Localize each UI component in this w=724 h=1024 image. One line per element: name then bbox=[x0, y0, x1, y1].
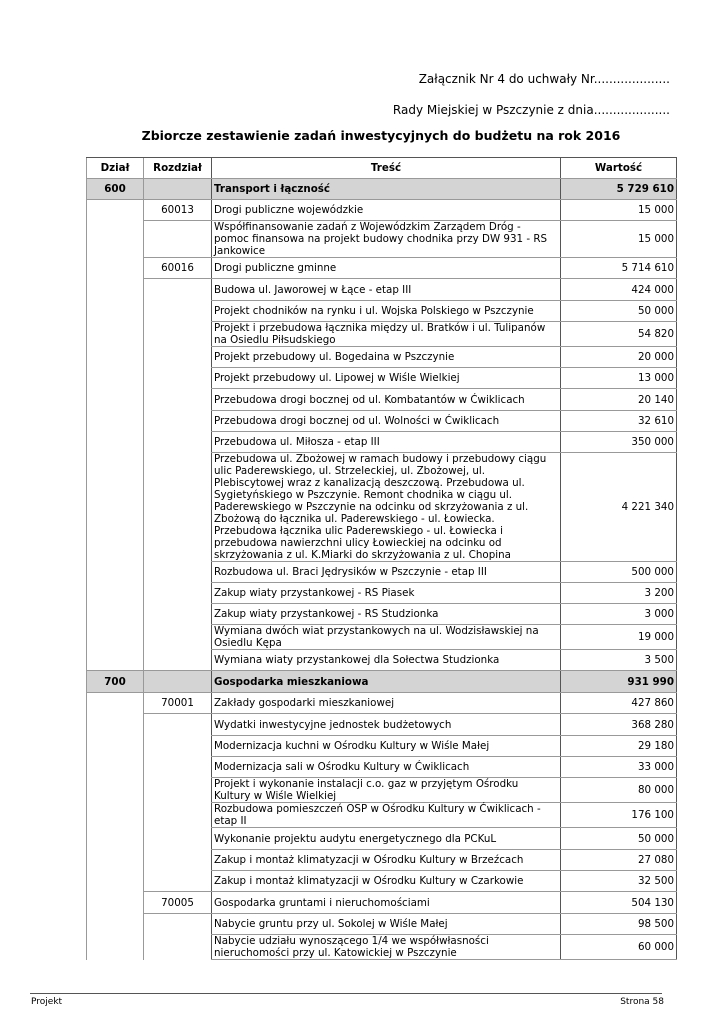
tresc-cell: Modernizacja kuchni w Ośrodku Kultury w Wiśle Małej bbox=[212, 736, 561, 757]
tresc-cell: Współfinansowanie zadań z Wojewódzkim Zarządem Dróg - pomoc finansowa na projekt budowy chodnika przy DW 931 - RS Jankowice bbox=[212, 221, 561, 258]
tresc-cell: Nabycie udziału wynoszącego 1/4 we współwłasności nieruchomości przy ul. Katowickiej w Pszczynie bbox=[212, 935, 561, 960]
wartosc-cell: 20 000 bbox=[561, 347, 677, 368]
wartosc-cell: 80 000 bbox=[561, 778, 677, 803]
rozdzial-cell bbox=[144, 347, 212, 368]
dzial-cell bbox=[87, 583, 144, 604]
rozdzial-cell bbox=[144, 736, 212, 757]
tresc-cell: Drogi publiczne wojewódzkie bbox=[212, 200, 561, 221]
tresc-cell: Przebudowa drogi bocznej od ul. Kombatantów w Ćwiklicach bbox=[212, 389, 561, 411]
dzial-cell bbox=[87, 604, 144, 625]
wartosc-cell: 13 000 bbox=[561, 368, 677, 389]
tresc-cell: Zakup i montaż klimatyzacji w Ośrodku Kultury w Czarkowie bbox=[212, 871, 561, 892]
wartosc-cell: 15 000 bbox=[561, 200, 677, 221]
wartosc-cell: 15 000 bbox=[561, 221, 677, 258]
column-header-wartosc: Wartość bbox=[561, 158, 677, 179]
rozdzial-cell bbox=[144, 757, 212, 778]
dzial-cell bbox=[87, 757, 144, 778]
wartosc-cell: 29 180 bbox=[561, 736, 677, 757]
page-number: Strona 58 bbox=[620, 997, 664, 1007]
wartosc-cell: 33 000 bbox=[561, 757, 677, 778]
rozdzial-cell bbox=[144, 935, 212, 960]
dzial-cell: 600 bbox=[87, 179, 144, 200]
tresc-cell: Zakłady gospodarki mieszkaniowej bbox=[212, 693, 561, 714]
rozdzial-cell bbox=[144, 803, 212, 828]
rozdzial-cell bbox=[144, 914, 212, 935]
dzial-cell bbox=[87, 625, 144, 650]
tresc-cell: Projekt przebudowy ul. Lipowej w Wiśle Wielkiej bbox=[212, 368, 561, 389]
dzial-cell bbox=[87, 650, 144, 671]
wartosc-cell: 350 000 bbox=[561, 432, 677, 453]
wartosc-cell: 3 000 bbox=[561, 604, 677, 625]
attachment-header: Załącznik Nr 4 do uchwały Nr.................... bbox=[418, 72, 670, 86]
dzial-cell bbox=[87, 871, 144, 892]
tresc-cell: Nabycie gruntu przy ul. Sokolej w Wiśle Małej bbox=[212, 914, 561, 935]
table-row bbox=[87, 389, 677, 411]
tresc-cell: Gospodarka gruntami i nieruchomościami bbox=[212, 892, 561, 914]
rozdzial-cell bbox=[144, 650, 212, 671]
tresc-cell: Rozbudowa pomieszczeń OSP w Ośrodku Kultury w Ćwiklicach - etap II bbox=[212, 803, 561, 828]
table-row bbox=[87, 914, 677, 935]
rozdzial-cell bbox=[144, 432, 212, 453]
chapter-row bbox=[87, 258, 677, 279]
page-title: Zbiorcze zestawienie zadań inwestycyjnych do budżetu na rok 2016 bbox=[141, 128, 621, 143]
table-row bbox=[87, 604, 677, 625]
column-header-tresc: Treść bbox=[212, 158, 561, 179]
table-row bbox=[87, 221, 677, 258]
table-row bbox=[87, 778, 677, 803]
dzial-cell: 700 bbox=[87, 671, 144, 693]
rozdzial-cell bbox=[144, 368, 212, 389]
chapter-row bbox=[87, 693, 677, 714]
table-row bbox=[87, 871, 677, 892]
tresc-cell: Rozbudowa ul. Braci Jędrysików w Pszczynie - etap III bbox=[212, 562, 561, 583]
dzial-cell bbox=[87, 850, 144, 871]
tresc-cell: Projekt i wykonanie instalacji c.o. gaz w przyjętym Ośrodku Kultury w Wiśle Wielkiej bbox=[212, 778, 561, 803]
dzial-cell bbox=[87, 803, 144, 828]
table-row bbox=[87, 828, 677, 850]
council-header: Rady Miejskiej w Pszczynie z dnia.................... bbox=[392, 103, 670, 117]
wartosc-cell: 32 610 bbox=[561, 411, 677, 432]
rozdzial-cell bbox=[144, 389, 212, 411]
dzial-cell bbox=[87, 914, 144, 935]
wartosc-cell: 424 000 bbox=[561, 279, 677, 301]
wartosc-cell: 500 000 bbox=[561, 562, 677, 583]
dzial-cell bbox=[87, 714, 144, 736]
wartosc-cell: 368 280 bbox=[561, 714, 677, 736]
wartosc-cell: 5 729 610 bbox=[561, 179, 677, 200]
rozdzial-cell: 70005 bbox=[144, 892, 212, 914]
table-row bbox=[87, 411, 677, 432]
table-row bbox=[87, 935, 677, 960]
dzial-cell bbox=[87, 389, 144, 411]
rozdzial-cell bbox=[144, 604, 212, 625]
section-row bbox=[87, 179, 677, 200]
table-row bbox=[87, 736, 677, 757]
tresc-cell: Zakup wiaty przystankowej - RS Piasek bbox=[212, 583, 561, 604]
dzial-cell bbox=[87, 693, 144, 714]
rozdzial-cell bbox=[144, 625, 212, 650]
rozdzial-cell bbox=[144, 714, 212, 736]
tresc-cell: Przebudowa ul. Miłosza - etap III bbox=[212, 432, 561, 453]
dzial-cell bbox=[87, 368, 144, 389]
table-row bbox=[87, 432, 677, 453]
rozdzial-cell bbox=[144, 562, 212, 583]
table-row bbox=[87, 757, 677, 778]
investment-table bbox=[86, 157, 677, 960]
table-row bbox=[87, 850, 677, 871]
wartosc-cell: 27 080 bbox=[561, 850, 677, 871]
tresc-cell: Modernizacja sali w Ośrodku Kultury w Ćwiklicach bbox=[212, 757, 561, 778]
dzial-cell bbox=[87, 411, 144, 432]
dzial-cell bbox=[87, 279, 144, 301]
wartosc-cell: 20 140 bbox=[561, 389, 677, 411]
table-row bbox=[87, 625, 677, 650]
wartosc-cell: 19 000 bbox=[561, 625, 677, 650]
wartosc-cell: 504 130 bbox=[561, 892, 677, 914]
rozdzial-cell: 60013 bbox=[144, 200, 212, 221]
tresc-cell: Zakup i montaż klimatyzacji w Ośrodku Kultury w Brzeźcach bbox=[212, 850, 561, 871]
rozdzial-cell bbox=[144, 411, 212, 432]
wartosc-cell: 54 820 bbox=[561, 322, 677, 347]
rozdzial-cell bbox=[144, 583, 212, 604]
footer-status: Projekt bbox=[31, 997, 63, 1007]
table-row bbox=[87, 803, 677, 828]
tresc-cell: Projekt chodników na rynku i ul. Wojska Polskiego w Pszczynie bbox=[212, 301, 561, 322]
wartosc-cell: 3 200 bbox=[561, 583, 677, 604]
wartosc-cell: 931 990 bbox=[561, 671, 677, 693]
wartosc-cell: 3 500 bbox=[561, 650, 677, 671]
table-row bbox=[87, 322, 677, 347]
dzial-cell bbox=[87, 432, 144, 453]
rozdzial-cell bbox=[144, 671, 212, 693]
tresc-cell: Wykonanie projektu audytu energetycznego dla PCKuL bbox=[212, 828, 561, 850]
table-row bbox=[87, 453, 677, 562]
table-row bbox=[87, 279, 677, 301]
wartosc-cell: 427 860 bbox=[561, 693, 677, 714]
rozdzial-cell bbox=[144, 828, 212, 850]
wartosc-cell: 50 000 bbox=[561, 301, 677, 322]
wartosc-cell: 98 500 bbox=[561, 914, 677, 935]
rozdzial-cell: 70001 bbox=[144, 693, 212, 714]
table-row bbox=[87, 368, 677, 389]
dzial-cell bbox=[87, 828, 144, 850]
dzial-cell bbox=[87, 221, 144, 258]
table-row bbox=[87, 714, 677, 736]
dzial-cell bbox=[87, 301, 144, 322]
dzial-cell bbox=[87, 562, 144, 583]
table-row bbox=[87, 650, 677, 671]
column-header-rozdzial: Rozdział bbox=[144, 158, 212, 179]
rozdzial-cell bbox=[144, 850, 212, 871]
rozdzial-cell bbox=[144, 322, 212, 347]
chapter-row bbox=[87, 892, 677, 914]
rozdzial-cell bbox=[144, 453, 212, 562]
rozdzial-cell bbox=[144, 871, 212, 892]
wartosc-cell: 5 714 610 bbox=[561, 258, 677, 279]
section-row bbox=[87, 671, 677, 693]
rozdzial-cell bbox=[144, 279, 212, 301]
dzial-cell bbox=[87, 258, 144, 279]
tresc-cell: Zakup wiaty przystankowej - RS Studzionka bbox=[212, 604, 561, 625]
tresc-cell: Wydatki inwestycyjne jednostek budżetowych bbox=[212, 714, 561, 736]
wartosc-cell: 50 000 bbox=[561, 828, 677, 850]
dzial-cell bbox=[87, 736, 144, 757]
table-header-row bbox=[87, 158, 677, 179]
tresc-cell: Gospodarka mieszkaniowa bbox=[212, 671, 561, 693]
dzial-cell bbox=[87, 935, 144, 960]
dzial-cell bbox=[87, 892, 144, 914]
tresc-cell: Przebudowa ul. Zbożowej w ramach budowy i przebudowy ciągu ulic Paderewskiego, ul. Strzeleckiej, ul. Zbożowej, ul. Plebiscytowej wraz z kanalizacją deszczową. Przebudowa ul. Sygietyńskiego w Pszczynie. Remont chodnika w ciągu ul. Paderewskiego w Pszczynie na odcinku od skrzyżowania z ul. Zbożową do łącznika ul. Paderewskiego - ul. Łowiecka. Przebudowa łącznika ulic Paderewskiego - ul. Łowiecka i przebudowa nawierzchni ulicy Łowieckiej na odcinku od skrzyżowania z ul. K.Miarki do skrzyżowania z ul. Chopina bbox=[212, 453, 561, 562]
tresc-cell: Wymiana dwóch wiat przystankowych na ul. Wodzisławskiej na Osiedlu Kępa bbox=[212, 625, 561, 650]
rozdzial-cell bbox=[144, 778, 212, 803]
wartosc-cell: 60 000 bbox=[561, 935, 677, 960]
table-row bbox=[87, 583, 677, 604]
table-row bbox=[87, 562, 677, 583]
footer-divider bbox=[30, 993, 662, 994]
wartosc-cell: 176 100 bbox=[561, 803, 677, 828]
tresc-cell: Transport i łączność bbox=[212, 179, 561, 200]
rozdzial-cell bbox=[144, 301, 212, 322]
dzial-cell bbox=[87, 347, 144, 368]
table-row bbox=[87, 347, 677, 368]
dzial-cell bbox=[87, 322, 144, 347]
tresc-cell: Projekt przebudowy ul. Bogedaina w Pszczynie bbox=[212, 347, 561, 368]
column-header-dzial: Dział bbox=[87, 158, 144, 179]
rozdzial-cell bbox=[144, 221, 212, 258]
wartosc-cell: 4 221 340 bbox=[561, 453, 677, 562]
table-row bbox=[87, 301, 677, 322]
tresc-cell: Przebudowa drogi bocznej od ul. Wolności w Ćwiklicach bbox=[212, 411, 561, 432]
dzial-cell bbox=[87, 200, 144, 221]
dzial-cell bbox=[87, 778, 144, 803]
tresc-cell: Drogi publiczne gminne bbox=[212, 258, 561, 279]
rozdzial-cell bbox=[144, 179, 212, 200]
rozdzial-cell: 60016 bbox=[144, 258, 212, 279]
tresc-cell: Wymiana wiaty przystankowej dla Sołectwa Studzionka bbox=[212, 650, 561, 671]
tresc-cell: Budowa ul. Jaworowej w Łące - etap III bbox=[212, 279, 561, 301]
dzial-cell bbox=[87, 453, 144, 562]
chapter-row bbox=[87, 200, 677, 221]
wartosc-cell: 32 500 bbox=[561, 871, 677, 892]
tresc-cell: Projekt i przebudowa łącznika między ul. Bratków i ul. Tulipanów na Osiedlu Piłsudskiego bbox=[212, 322, 561, 347]
